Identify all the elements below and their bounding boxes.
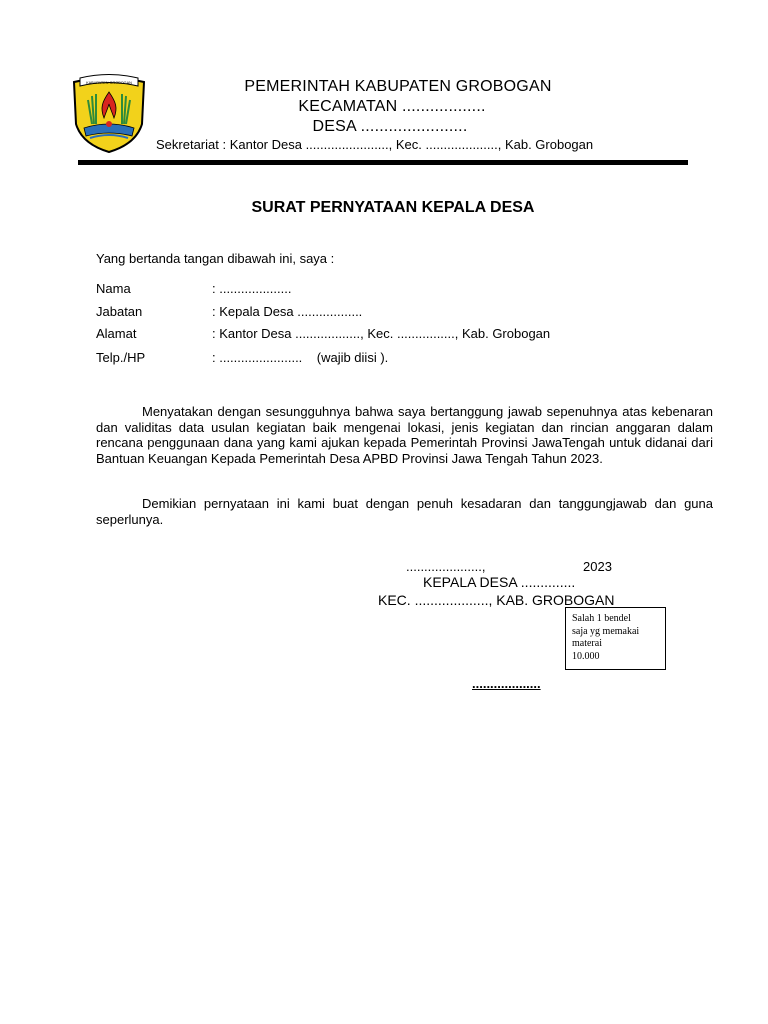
closing-paragraph: Demikian pernyataan ini kami buat dengan penuh kesadaran dan tanggungjawab dan guna seperlunya. xyxy=(96,496,713,527)
stamp-note-line: Salah 1 bendel xyxy=(572,613,631,624)
signature-area: KEC. ..................., KAB. GROBOGAN xyxy=(378,592,615,608)
letterhead-district: KECAMATAN .................. xyxy=(298,98,486,115)
field-label-telp: Telp./HP xyxy=(96,350,146,365)
letterhead-village: DESA ....................... xyxy=(312,118,468,135)
field-label-alamat: Alamat xyxy=(96,326,137,341)
letterhead-government-name: PEMERINTAH KABUPATEN GROBOGAN xyxy=(244,78,552,95)
signature-place: ....................., xyxy=(406,559,486,574)
letterhead-divider xyxy=(78,160,688,165)
statement-paragraph: Menyatakan dengan sesungguhnya bahwa saya bertanggung jawab sepenuhnya atas kebenaran dan validitas data usulan kegiatan baik mengenai lokasi, jenis kegiatan dan rincian anggaran dalam rencana penggunaan dana yang kami ajukan kepada Pemerintah Provinsi JawaTengah untuk didanai dari Bantuan Keuangan Kepada Pemerintah Desa APBD Provinsi Jawa Tengah Tahun 2023. xyxy=(96,404,713,466)
field-value-alamat: : Kantor Desa .................., Kec. ................, Kab. Grobogan xyxy=(212,326,551,341)
logo-banner-text: KABUPATEN GROBOGAN xyxy=(86,81,132,85)
stamp-note-line: materai xyxy=(572,638,602,649)
letterhead-address: Sekretariat : Kantor Desa ......................., Kec. ...................., Kab. Grobogan xyxy=(156,137,594,152)
field-label-jabatan: Jabatan xyxy=(96,304,143,319)
signatory-name: ................... xyxy=(472,676,541,691)
intro-text: Yang bertanda tangan dibawah ini, saya : xyxy=(96,251,335,266)
field-value-telp: : ....................... (wajib diisi ). xyxy=(212,350,389,365)
field-value-jabatan: : Kepala Desa .................. xyxy=(212,304,363,319)
signature-year: 2023 xyxy=(583,559,612,574)
field-value-nama: : .................... xyxy=(212,281,292,296)
stamp-note-box xyxy=(565,607,666,670)
stamp-note-line: 10.000 xyxy=(572,650,600,662)
document-title: SURAT PERNYATAAN KEPALA DESA xyxy=(251,199,535,216)
signature-position: KEPALA DESA .............. xyxy=(423,574,576,590)
field-label-nama: Nama xyxy=(96,281,131,296)
stamp-note-line: saja yg memakai xyxy=(572,625,640,637)
